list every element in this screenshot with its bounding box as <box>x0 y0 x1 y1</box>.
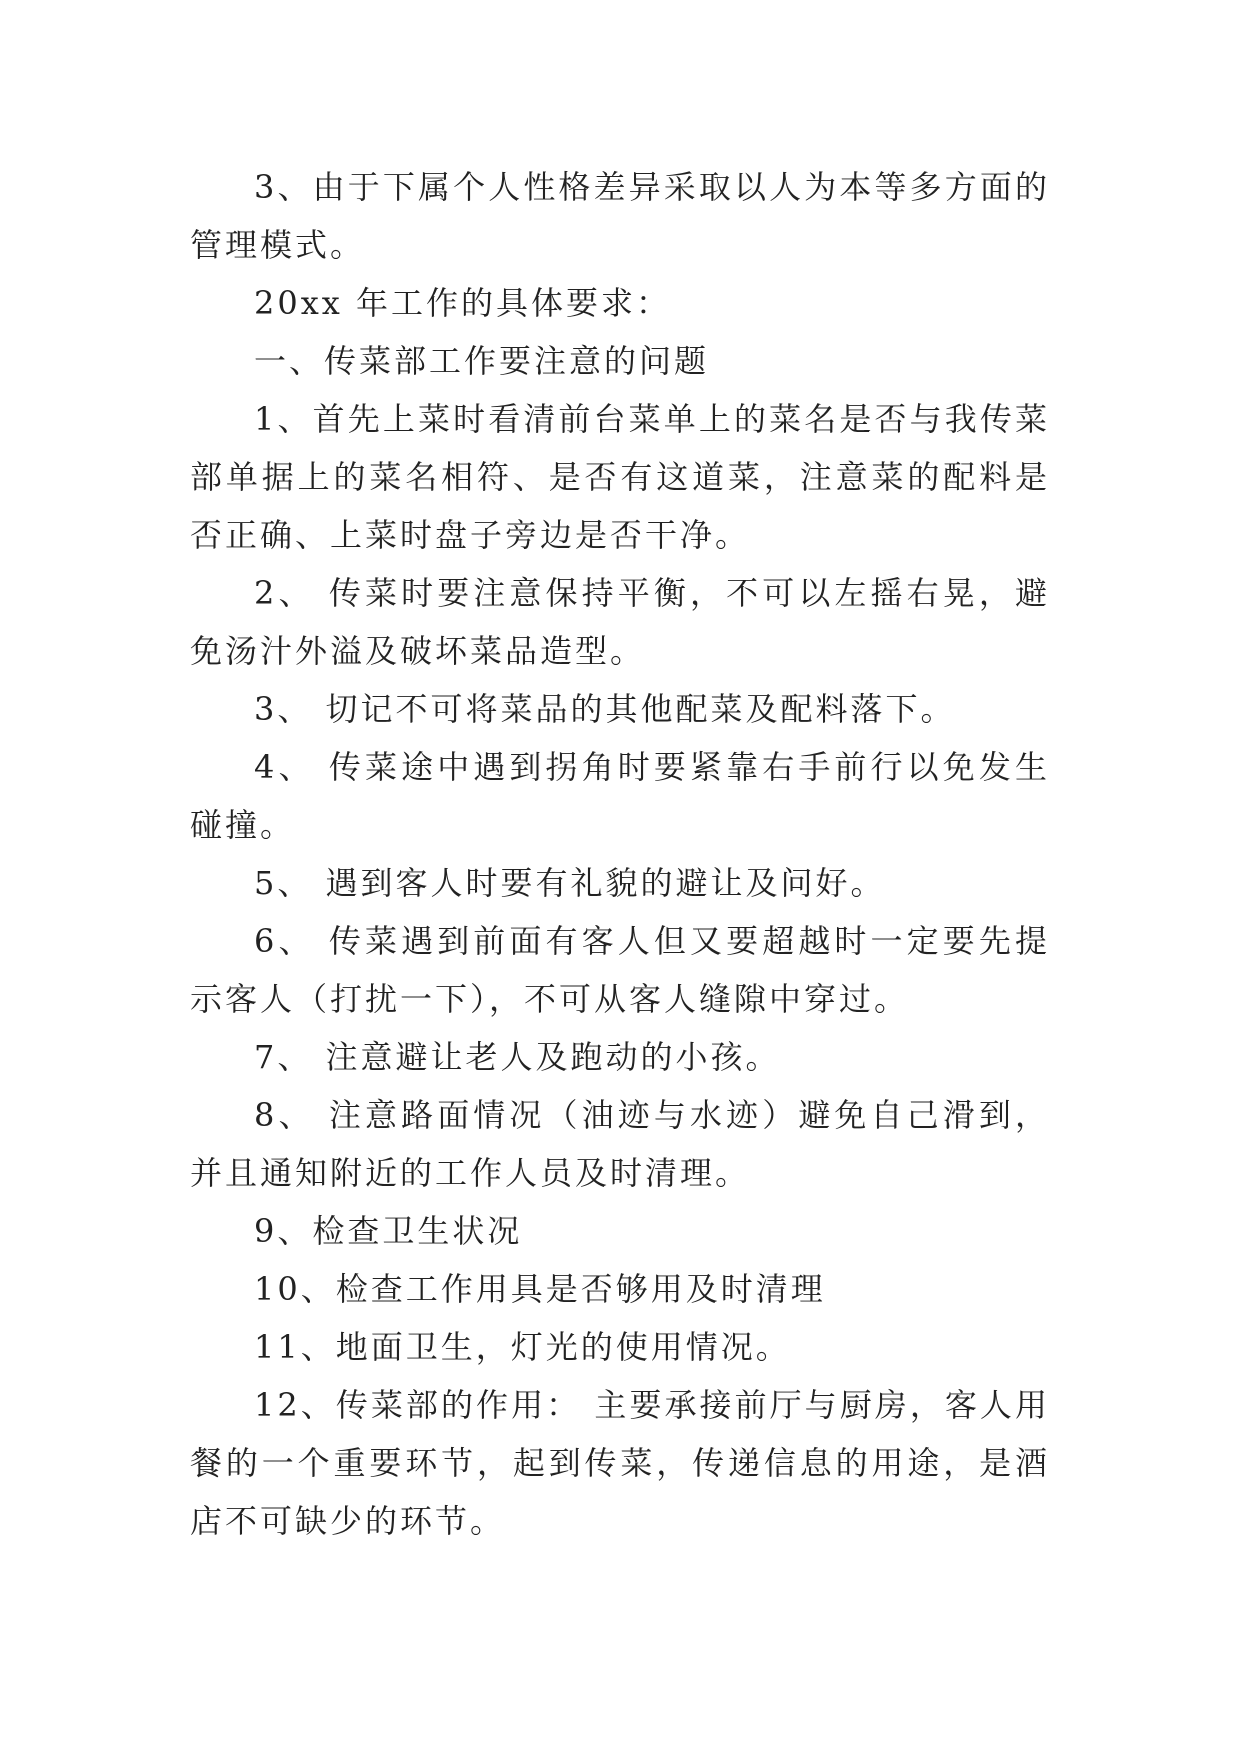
list-item: 9、检查卫生状况 <box>254 1212 523 1250</box>
list-item: 2、 传菜时要注意保持平衡，不可以左摇右晃，避免汤汁外溢及破坏菜品造型。 <box>190 574 1050 670</box>
document-body <box>190 158 1050 1550</box>
list-item: 6、 传菜遇到前面有客人但又要超越时一定要先提示客人（打扰一下），不可从客人缝隙中穿过。 <box>190 922 1050 1018</box>
list-item: 10、检查工作用具是否够用及时清理 <box>254 1270 826 1308</box>
list-item: 11、地面卫生，灯光的使用情况。 <box>254 1328 791 1366</box>
list-item: 5、 遇到客人时要有礼貌的避让及问好。 <box>254 864 886 902</box>
paragraph: 20xx 年工作的具体要求： <box>254 284 671 322</box>
section-heading: 一、传菜部工作要注意的问题 <box>254 342 710 380</box>
list-item: 1、首先上菜时看清前台菜单上的菜名是否与我传菜部单据上的菜名相符、是否有这道菜，注意菜的配料是否正确、上菜时盘子旁边是否干净。 <box>190 400 1050 554</box>
list-item: 8、 注意路面情况（油迹与水迹）避免自己滑到，并且通知附近的工作人员及时清理。 <box>190 1096 1050 1192</box>
list-item: 12、传菜部的作用： 主要承接前厅与厨房，客人用餐的一个重要环节，起到传菜，传递信息的用途，是酒店不可缺少的环节。 <box>190 1386 1050 1540</box>
list-item: 4、 传菜途中遇到拐角时要紧靠右手前行以免发生碰撞。 <box>190 748 1050 844</box>
paragraph: 3、由于下属个人性格差异采取以人为本等多方面的管理模式。 <box>190 168 1050 264</box>
list-item: 3、 切记不可将菜品的其他配菜及配料落下。 <box>254 690 956 728</box>
list-item: 7、 注意避让老人及跑动的小孩。 <box>254 1038 781 1076</box>
